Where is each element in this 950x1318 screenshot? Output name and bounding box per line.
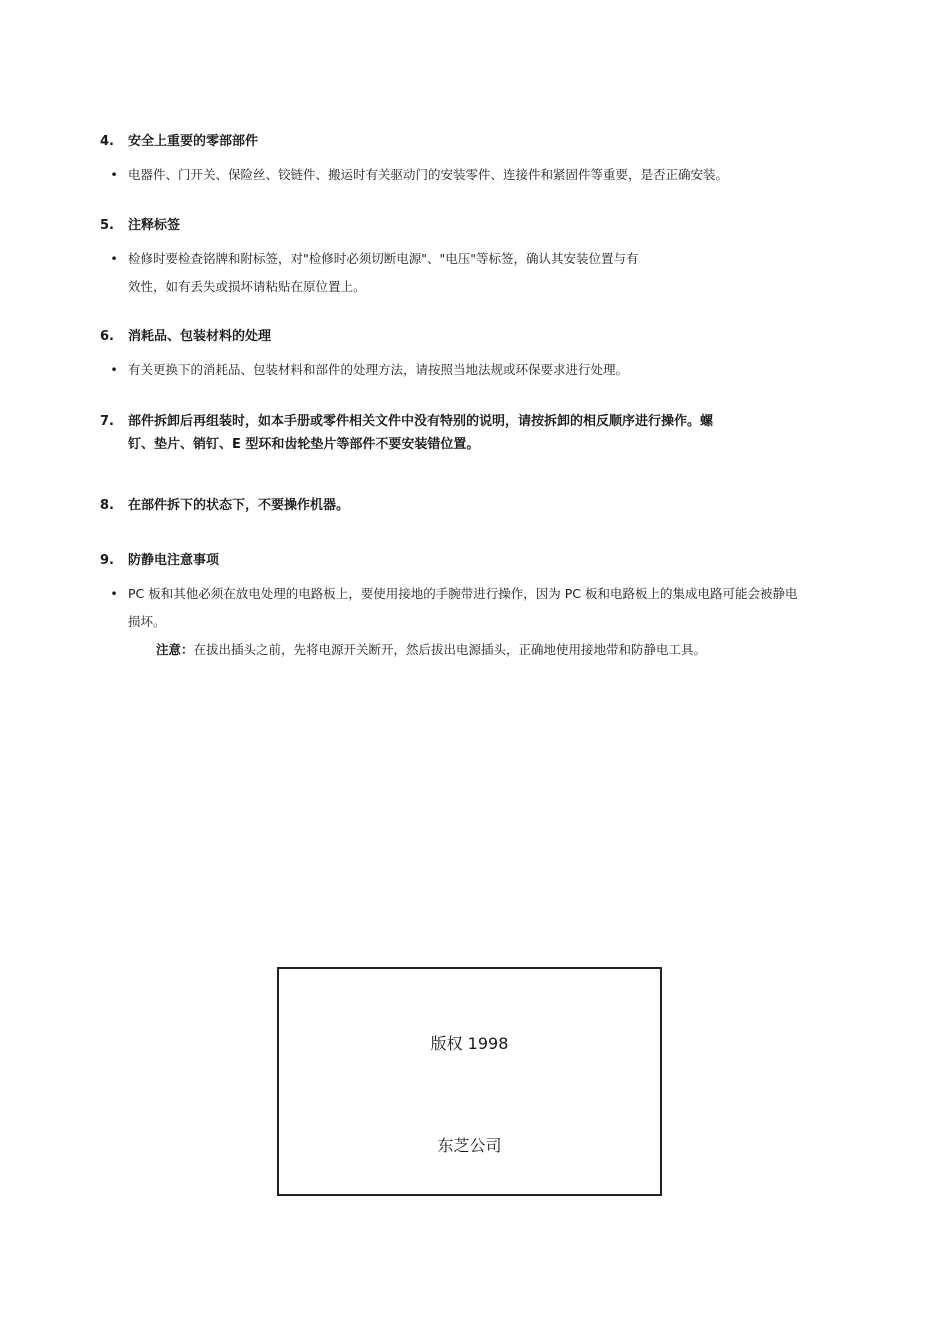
section-title: 部件拆卸后再组装时，如本手册或零件相关文件中没有特别的说明，请按拆卸的相反顺序进行操作。螺 — [128, 414, 714, 429]
bullet-text: 有关更换下的消耗品、包装材料和部件的处理方法，请按照当地法规或环保要求进行处理。 — [128, 362, 629, 377]
copyright-year: 版权 1998 — [430, 1034, 509, 1053]
bullet-text: 电器件、门开关、保险丝、铰链件、搬运时有关驱动门的安装零件、连接件和紧固件等重要，是否正确安装。 — [128, 167, 729, 182]
bullet-text-line: 检修时要检查铭牌和附标签，对"检修时必须切断电源"、"电压"等标签，确认其安装位置与有 — [128, 251, 639, 266]
bullet-icon: • — [110, 362, 118, 377]
section-8 — [100, 497, 870, 515]
section-9 — [100, 552, 870, 664]
section-number: 5. — [100, 218, 114, 233]
section-4-heading — [100, 133, 870, 151]
section-8-heading — [100, 497, 870, 515]
note-label: 注意： — [156, 642, 194, 657]
section-7-heading — [100, 413, 870, 431]
section-number: 6. — [100, 329, 114, 344]
section-5 — [100, 217, 870, 301]
copyright-box — [277, 967, 662, 1196]
bullet-text-line: PC 板和其他必须在放电处理的电路板上，要使用接地的手腕带进行操作，因为 PC 板和电路板上的集成电路可能会被静电 — [128, 586, 798, 601]
section-title: 安全上重要的零部部件 — [128, 134, 259, 149]
bullet-text-line: 损坏。 — [128, 614, 166, 629]
bullet-text-multiline — [128, 245, 870, 301]
section-5-heading — [100, 217, 870, 235]
bullet-item — [100, 245, 870, 301]
section-number: 4. — [100, 134, 114, 149]
section-title-continuation: 钉、垫片、销钉、E 型环和齿轮垫片等部件不要安装错位置。 — [128, 437, 480, 452]
bullet-icon: • — [110, 586, 118, 601]
company-name: 东芝公司 — [437, 1136, 502, 1155]
section-4 — [100, 133, 870, 189]
bullet-icon: • — [110, 251, 118, 266]
bullet-text-line: 效性，如有丢失或损坏请粘贴在原位置上。 — [128, 279, 366, 294]
section-title: 注释标签 — [128, 218, 181, 233]
bullet-item — [100, 161, 870, 189]
section-number: 8. — [100, 498, 114, 513]
section-number: 9. — [100, 553, 114, 568]
section-9-heading — [100, 552, 870, 570]
bullet-icon: • — [110, 167, 118, 182]
note — [156, 636, 870, 664]
section-title: 消耗品、包装材料的处理 — [128, 329, 272, 344]
section-title: 防静电注意事项 — [128, 553, 220, 568]
section-title: 在部件拆下的状态下，不要操作机器。 — [128, 498, 350, 513]
bullet-item — [100, 580, 870, 636]
section-6 — [100, 328, 870, 384]
section-6-heading — [100, 328, 870, 346]
section-7 — [100, 413, 870, 459]
bullet-text-multiline — [128, 580, 870, 636]
bullet-item — [100, 356, 870, 384]
section-number: 7. — [100, 414, 114, 429]
note-text: 在拔出插头之前，先将电源开关断开，然后拔出电源插头，正确地使用接地带和防静电工具。 — [193, 642, 707, 657]
